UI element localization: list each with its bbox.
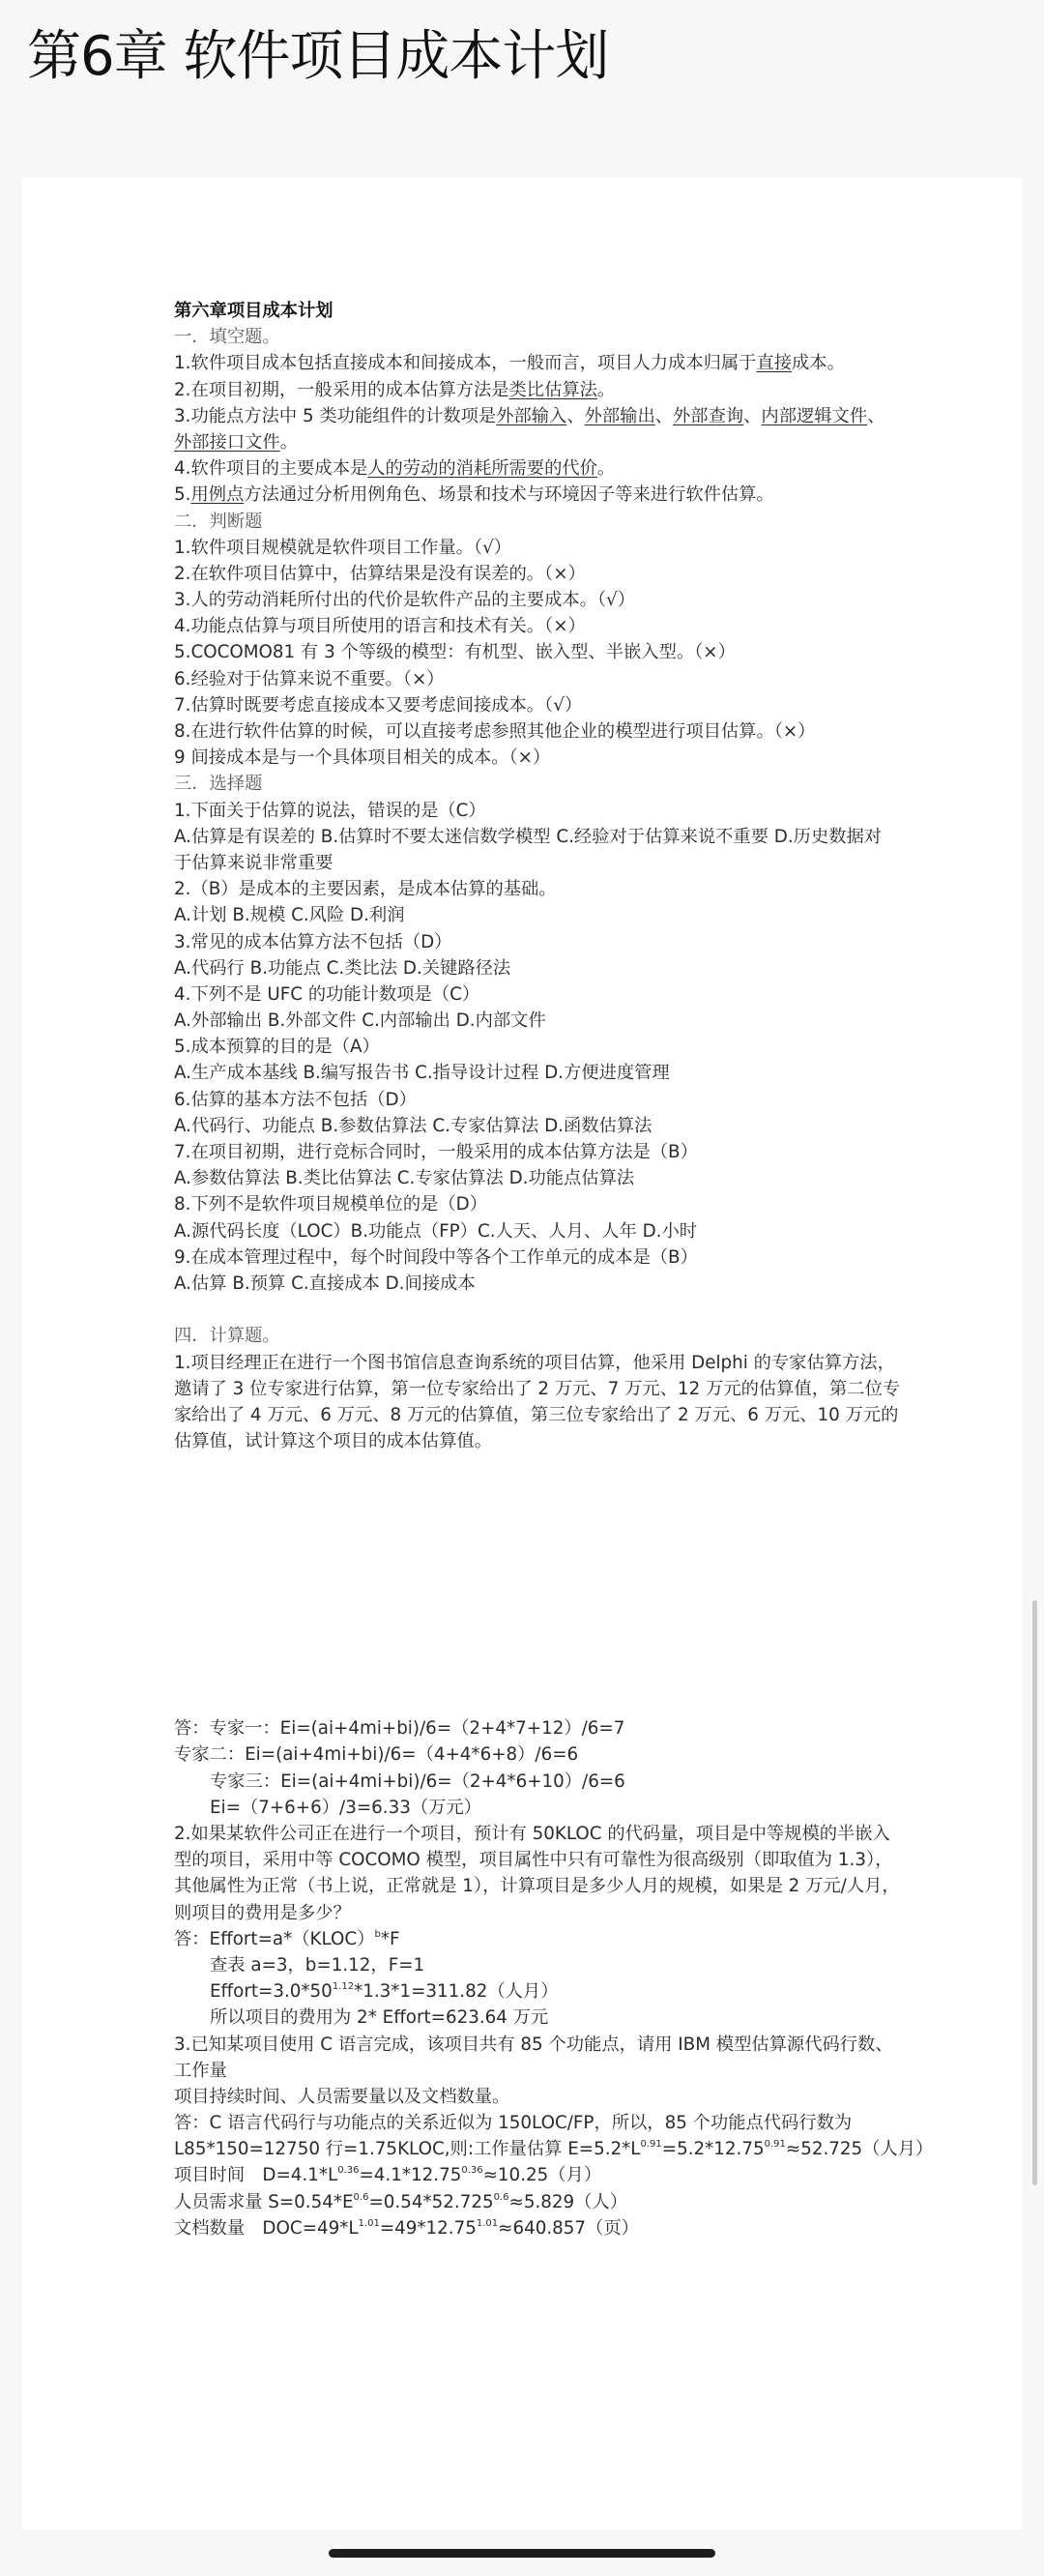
superscript: 0.6 — [493, 2191, 509, 2203]
text-segment: 四．计算题。 — [174, 1326, 280, 1347]
text-line — [174, 850, 909, 876]
text-segment: 。 — [279, 431, 298, 453]
text-segment: 1.项目经理正在进行一个图书馆信息查询系统的项目估算，他采用 Delphi 的专家估算方法， — [174, 1352, 895, 1373]
text-line — [174, 429, 909, 455]
text-line — [174, 929, 909, 955]
document-body — [174, 298, 934, 2241]
text-line — [174, 745, 909, 771]
text-line — [174, 1060, 909, 1086]
document-page — [21, 178, 1023, 2530]
text-line — [174, 798, 909, 824]
text-line — [174, 561, 909, 587]
text-segment: 项目时间 D=4.1*L — [174, 2165, 338, 2186]
blank-space — [174, 1297, 909, 1323]
answer-blank: 直接 — [756, 353, 793, 374]
text-line — [174, 2032, 909, 2058]
text-line — [174, 455, 909, 482]
text-line — [174, 1139, 909, 1165]
text-segment: =4.1*12.75 — [359, 2165, 462, 2186]
text-line — [174, 2162, 909, 2188]
text-segment: 8.下列不是软件项目规模单位的是（D） — [174, 1194, 488, 1215]
text-segment: 4.软件项目的主要成本是 — [174, 458, 368, 480]
text-segment: 5. — [174, 484, 191, 506]
text-segment: 成本。 — [792, 353, 845, 374]
text-line — [174, 692, 909, 718]
superscript: 0.6 — [353, 2191, 369, 2203]
superscript: 1.01 — [476, 2217, 499, 2229]
text-segment: 人员需求量 S=0.54*E — [174, 2191, 354, 2212]
text-segment: 。 — [596, 379, 616, 400]
text-segment: 2.如果某软件公司正在进行一个项目，预计有 50KLOC 的代码量，项目是中等规模的半嵌入 — [174, 1824, 890, 1844]
text-line — [174, 1165, 909, 1191]
text-segment: 2.在项目初期，一般采用的成本估算方法是 — [174, 379, 509, 400]
text-segment: 3.常见的成本估算方法不包括（D） — [174, 931, 452, 952]
text-segment: 、 — [867, 405, 885, 426]
text-line — [174, 639, 909, 665]
text-line — [174, 876, 909, 902]
section-heading — [174, 509, 909, 535]
text-segment: 专家二：Ei=(ai+4mi+bi)/6=（4+4*6+8）/6=6 — [174, 1744, 579, 1766]
text-segment: 5.COCOMO81 有 3 个等级的模型：有机型、嵌入型、半嵌入型。（×） — [174, 642, 736, 663]
text-line — [174, 1087, 909, 1113]
text-segment: 估算值，试计算这个项目的成本估算值。 — [174, 1431, 493, 1452]
text-segment: 9 间接成本是与一个具体项目相关的成本。（×） — [174, 747, 551, 769]
text-segment: A.估算 B.预算 C.直接成本 D.间接成本 — [174, 1273, 476, 1294]
text-segment: A.代码行 B.功能点 C.类比法 D.关键路径法 — [174, 957, 511, 979]
text-line — [174, 902, 909, 928]
text-segment: 答：C 语言代码行与功能点的关系近似为 150LOC/FP，所以，85 个功能点代码行数为 — [174, 2113, 853, 2134]
text-line — [174, 350, 909, 376]
text-segment: 3.功能点方法中 5 类功能组件的计数项是 — [174, 405, 497, 426]
text-segment: 1.软件项目规模就是软件项目工作量。（√） — [174, 537, 512, 558]
superscript: 0.36 — [461, 2165, 483, 2177]
text-segment: 1.下面关于估算的说法，错误的是（C） — [174, 800, 486, 821]
text-line — [174, 2084, 909, 2110]
text-segment: Effort=3.0*50 — [210, 1981, 333, 2003]
text-line — [174, 1008, 909, 1034]
text-segment: 其他属性为正常（书上说，正常就是 1），计算项目是多少人月的规模，如果是 2 万元/人月， — [174, 1876, 900, 1897]
text-segment: =49*12.75 — [379, 2217, 477, 2239]
superscript: 0.36 — [337, 2165, 360, 2177]
text-segment: ≈5.829（人） — [508, 2191, 627, 2212]
text-segment: 5.成本预算的目的是（A） — [174, 1037, 380, 1058]
text-line — [174, 955, 909, 981]
text-line — [174, 1715, 909, 1742]
text-segment: Ei=（7+6+6）/3=6.33（万元） — [210, 1797, 481, 1818]
text-line — [174, 613, 909, 639]
text-line — [174, 824, 909, 850]
text-line — [174, 1795, 909, 1821]
text-segment: 文档数量 DOC=49*L — [174, 2217, 359, 2239]
text-segment: A.计划 B.规模 C.风险 D.利润 — [174, 905, 405, 926]
text-segment: 于估算来说非常重要 — [174, 852, 334, 873]
scrollbar[interactable] — [1032, 1600, 1037, 2185]
text-segment: 7.估算时既要考虑直接成本又要考虑间接成本。（√） — [174, 694, 583, 716]
text-segment: 4.下列不是 UFC 的功能计数项是（C） — [174, 983, 480, 1005]
text-line — [174, 1978, 909, 2005]
text-segment: 三．选择题 — [174, 774, 263, 795]
text-line — [174, 2215, 909, 2241]
text-segment: 所以项目的费用为 2* Effort=623.64 万元 — [210, 2007, 549, 2029]
text-segment: 答：Effort=a*（KLOC） — [174, 1928, 375, 1949]
text-line — [174, 1847, 909, 1873]
text-line — [174, 1376, 909, 1402]
text-line — [174, 2058, 909, 2084]
answer-blank: 外部查询 — [673, 405, 744, 426]
answer-blank: 外部输入 — [496, 405, 567, 426]
text-segment: 查表 a=3，b=1.12，F=1 — [210, 1954, 425, 1976]
text-segment: 、 — [654, 405, 674, 426]
text-segment: 7.在项目初期，进行竞标合同时，一般采用的成本估算方法是（B） — [174, 1142, 698, 1162]
text-segment: 、 — [743, 405, 762, 426]
text-line — [174, 1191, 909, 1217]
answer-blank: 用例点 — [190, 484, 245, 506]
text-segment: 家给出了 4 万元、6 万元、8 万元的估算值，第三位专家给出了 2 万元、6 万元、10 万元的 — [174, 1404, 899, 1425]
text-line — [174, 535, 909, 561]
text-segment: ≈52.725（人月） — [785, 2139, 934, 2160]
text-line — [174, 718, 909, 745]
text-segment: L85*150=12750 行=1.75KLOC,则:工作量估算 E=5.2*L — [174, 2139, 641, 2160]
text-segment: *F — [380, 1928, 400, 1949]
text-segment: ≈10.25（月） — [482, 2165, 602, 2186]
superscript: 0.91 — [640, 2139, 662, 2151]
text-segment: 邀请了 3 位专家进行估算，第一位专家给出了 2 万元、7 万元、12 万元的估算值，第二位专 — [174, 1378, 901, 1399]
superscript: 1.01 — [358, 2217, 380, 2229]
text-segment: 6.经验对于估算来说不重要。（×） — [174, 668, 445, 689]
answer-blank: 内部逻辑文件 — [761, 405, 868, 426]
document-heading — [174, 298, 909, 324]
text-segment: 9.在成本管理过程中，每个时间段中等各个工作单元的成本是（B） — [174, 1246, 698, 1268]
page-title: 第6章 软件项目成本计划 — [27, 25, 609, 88]
section-heading — [174, 324, 909, 350]
text-line — [174, 2005, 909, 2031]
text-segment: 。 — [596, 458, 616, 480]
text-line — [174, 587, 909, 613]
text-line — [174, 1926, 909, 1952]
text-segment: ≈640.857（页） — [498, 2217, 639, 2239]
text-segment: 3.已知某项目使用 C 语言完成，该项目共有 85 个功能点，请用 IBM 模型估算源代码行数、 — [174, 2034, 893, 2055]
text-segment: 6.估算的基本方法不包括（D） — [174, 1089, 417, 1110]
answer-blank: 类比估算法 — [508, 379, 597, 400]
text-segment: 1.软件项目成本包括直接成本和间接成本，一般而言，项目人力成本归属于 — [174, 353, 757, 374]
text-line — [174, 377, 909, 403]
text-line — [174, 1271, 909, 1297]
text-line — [174, 1428, 909, 1454]
text-line — [174, 1952, 909, 1978]
text-line — [174, 1402, 909, 1428]
section-heading — [174, 771, 909, 797]
text-segment: 答：专家一：Ei=(ai+4mi+bi)/6=（2+4*7+12）/6=7 — [174, 1718, 625, 1740]
superscript: 1.12 — [332, 1981, 355, 1993]
text-segment: A.外部输出 B.外部文件 C.内部输出 D.内部文件 — [174, 1010, 546, 1032]
answer-blank: 外部接口文件 — [174, 431, 280, 453]
text-segment: A.源代码长度（LOC）B.功能点（FP）C.人天、人月、人年 D.小时 — [174, 1220, 698, 1242]
answer-blank: 外部输出 — [584, 405, 655, 426]
text-segment: A.生产成本基线 B.编写报告书 C.指导设计过程 D.方便进度管理 — [174, 1063, 670, 1084]
answer-blank: 人的劳动的消耗所需要的代价 — [367, 458, 597, 480]
text-line — [174, 981, 909, 1008]
text-segment: A.估算是有误差的 B.估算时不要太迷信数学模型 C.经验对于估算来说不重要 D.历史数据对 — [174, 826, 883, 847]
text-segment: 4.功能点估算与项目所使用的语言和技术有关。（×） — [174, 616, 586, 637]
text-segment: 2.在软件项目估算中，估算结果是没有误差的。（×） — [174, 563, 586, 584]
text-line — [174, 1742, 909, 1768]
text-segment: 项目持续时间、人员需要量以及文档数量。 — [174, 2086, 510, 2107]
text-line — [174, 666, 909, 692]
text-line — [174, 1034, 909, 1060]
text-segment: A.参数估算法 B.类比估算法 C.专家估算法 D.功能点估算法 — [174, 1168, 635, 1189]
text-segment: 工作量 — [174, 2060, 227, 2081]
superscript: b — [374, 1928, 381, 1940]
text-segment: =5.2*12.75 — [661, 2139, 765, 2160]
text-line — [174, 1350, 909, 1376]
text-segment: 2.（B）是成本的主要因素，是成本估算的基础。 — [174, 879, 557, 900]
text-segment: 专家三：Ei=(ai+4mi+bi)/6=（2+4*6+10）/6=6 — [210, 1771, 625, 1792]
text-segment: 型的项目，采用中等 COCOMO 模型，项目属性中只有可靠性为很高级别（即取值为 1.3）， — [174, 1850, 893, 1871]
text-line — [174, 2136, 934, 2162]
text-line — [174, 482, 909, 508]
text-segment: 3.人的劳动消耗所付出的代价是软件产品的主要成本。（√） — [174, 590, 635, 611]
blank-space — [174, 1454, 909, 1715]
text-segment: *1.3*1=311.82（人月） — [354, 1981, 559, 2003]
superscript: 0.91 — [764, 2139, 786, 2151]
text-line — [174, 1218, 909, 1244]
text-line — [174, 2110, 909, 2136]
text-line — [174, 1113, 909, 1139]
text-line — [174, 1873, 909, 1899]
text-line — [174, 1821, 909, 1847]
text-segment: 二．判断题 — [174, 511, 263, 532]
text-segment: =0.54*52.725 — [368, 2191, 494, 2212]
text-line — [174, 2189, 909, 2215]
text-line — [174, 1244, 909, 1271]
text-segment: 方法通过分析用例角色、场景和技术与环境因子等来进行软件估算。 — [244, 484, 774, 506]
home-indicator[interactable] — [329, 2549, 715, 2558]
text-segment: A.代码行、功能点 B.参数估算法 C.专家估算法 D.函数估算法 — [174, 1115, 652, 1136]
text-line — [174, 1900, 909, 1926]
text-line — [174, 1769, 909, 1795]
text-segment: 一．填空题。 — [174, 327, 280, 348]
text-segment: 则项目的费用是多少？ — [174, 1902, 351, 1923]
text-segment: 8.在进行软件估算的时候，可以直接考虑参照其他企业的模型进行项目估算。（×） — [174, 721, 816, 742]
text-segment: 第六章项目成本计划 — [174, 301, 334, 321]
text-segment: 、 — [566, 405, 585, 426]
text-line — [174, 403, 909, 429]
section-heading — [174, 1323, 909, 1349]
